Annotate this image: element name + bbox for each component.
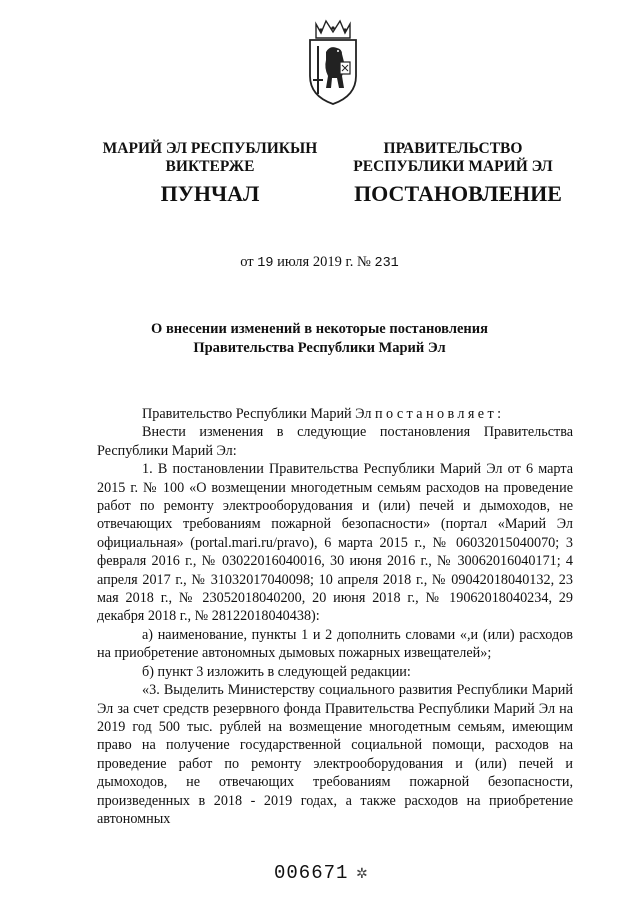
header-left-line2: ВИКТЕРЖЕ	[165, 158, 255, 175]
header-right-title: ПОСТАНОВЛЕНИЕ	[354, 181, 562, 206]
intro-spaced-word: постановляет:	[374, 406, 505, 422]
paragraph-3: а) наименование, пункты 1 и 2 дополнить словами «,и (или) расходов на приобретение автономных дымовых пожарных извещателей»;	[97, 626, 573, 662]
date-prefix: от	[240, 254, 254, 270]
date-month-year: июля 2019 г. №	[277, 254, 371, 270]
date-line	[0, 254, 639, 271]
intro-paragraph	[97, 405, 573, 423]
document-number: 231	[374, 256, 399, 271]
intro-text: Правительство Республики Марий Эл	[142, 406, 375, 422]
header-left-line1: МАРИЙ ЭЛ РЕСПУБЛИКЫН	[102, 140, 318, 157]
paragraph-2: 1. В постановлении Правительства Республики Марий Эл от 6 марта 2015 г. № 100 «О возмещении многодетным семьям расходов на проведение работ по ремонту электрооборудования и (или) печей и дымоходов, не отвечающих требованиям пожарной безопасности» (портал «Марий Эл официальная» (portal.mari.ru/pravo), 6 марта 2015 г., № 06032015040070; 3 февраля 2016 г., № 03022016040016, 30 июня 2016 г., № 30062016040171; 4 апреля 2017 г., № 31032017040098; 10 апреля 2018 г., № 09042018040132, 23 мая 2018 г., № 23052018040200, 20 июня 2018 г., № 19062018040234, 29 декабря 2018 г., № 28122018040438):	[97, 461, 573, 625]
date-day: 19	[257, 256, 274, 271]
header-left-title: ПУНЧАЛ	[160, 181, 260, 206]
header-left-block	[80, 140, 340, 176]
coat-of-arms-icon	[304, 18, 362, 106]
document-title	[0, 320, 639, 358]
document-body	[97, 405, 573, 828]
ornament-mark-icon: ✲	[356, 867, 368, 882]
header-right-line2: РЕСПУБЛИКИ МАРИЙ ЭЛ	[353, 158, 553, 175]
paragraph-5: «3. Выделить Министерству социального развития Республики Марий Эл за счет средств резервного фонда Правительства Республики Марий Эл на 2019 год 500 тыс. рублей на возмещение многодетным семьям, имеющим право на получение государственной социальной помощи, расходов на проведение работ по ремонту электрооборудования и (или) печей и дымоходов, не отвечающих требованиям пожарной безопасности, произведенных в 2018 - 2019 годах, а также расходов на приобретение автономных	[97, 682, 573, 827]
title-line1: О внесении изменений в некоторые постановления	[151, 321, 488, 337]
paragraph-4: б) пункт 3 изложить в следующей редакции:	[142, 663, 411, 680]
serial-number: 006671	[274, 862, 349, 884]
paragraph-1: Внести изменения в следующие постановления Правительства Республики Марий Эл:	[97, 424, 573, 459]
header-right-block	[348, 140, 558, 176]
title-line2: Правительства Республики Марий Эл	[193, 340, 446, 356]
header-right-line1: ПРАВИТЕЛЬСТВО	[383, 140, 523, 157]
